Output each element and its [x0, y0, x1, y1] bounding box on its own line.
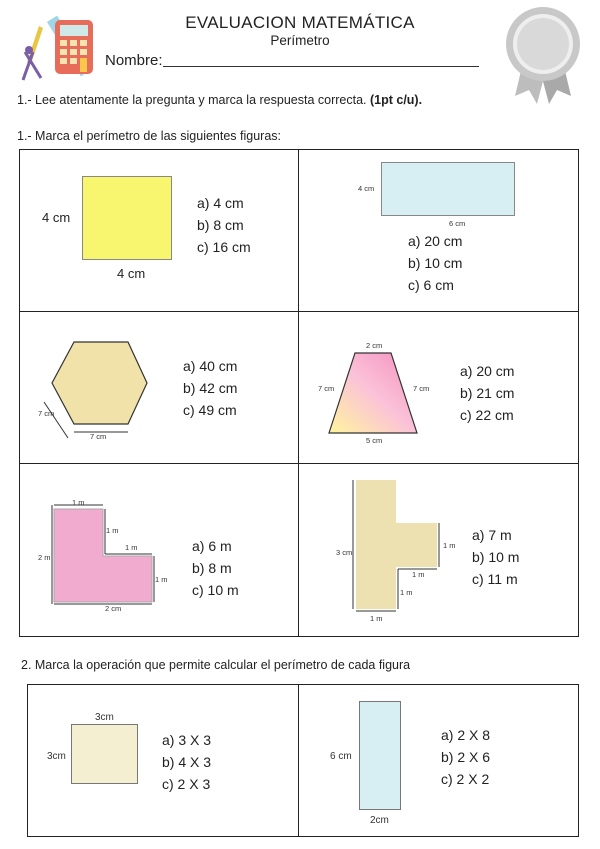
q3-side-label: 7 cm	[38, 409, 55, 418]
hexagon-shape	[30, 330, 160, 445]
s2q1-top-label: 3cm	[95, 712, 114, 723]
square-shape	[82, 176, 172, 260]
q2-option-c[interactable]: c) 6 cm	[408, 277, 454, 293]
q4-bottom-label: 5 cm	[366, 436, 383, 445]
q4-option-b[interactable]: b) 21 cm	[460, 385, 515, 401]
rectangle-shape	[359, 701, 401, 810]
s2q2-option-a[interactable]: a) 2 X 8	[441, 727, 491, 743]
q3-option-a[interactable]: a) 40 cm	[183, 358, 238, 374]
q4-option-a[interactable]: a) 20 cm	[460, 363, 515, 379]
q4-top-label: 2 cm	[366, 341, 383, 350]
q5-option-a[interactable]: a) 6 m	[192, 538, 232, 554]
q4-options	[460, 360, 514, 426]
q5-option-c[interactable]: c) 10 m	[192, 582, 239, 598]
q6-options	[472, 524, 519, 590]
q3-option-b[interactable]: b) 42 cm	[183, 380, 238, 396]
q5-option-b[interactable]: b) 8 m	[192, 560, 232, 576]
q4-right-label: 7 cm	[413, 384, 430, 393]
q6-arm-bottom-label: 1 m	[412, 570, 425, 579]
s2q1-option-a[interactable]: a) 3 X 3	[162, 732, 212, 748]
s2q2-option-c[interactable]: c) 2 X 2	[441, 771, 490, 787]
q6-stem-right-label: 1 m	[400, 588, 413, 597]
instruction-points: (1pt c/u).	[369, 93, 423, 107]
q5-left-label: 2 m	[38, 553, 51, 562]
page-subtitle: Perímetro	[270, 33, 330, 48]
q6-arm-right-label: 1 m	[443, 541, 456, 550]
section2-title: 2. Marca la operación que permite calcular el perímetro de cada figura	[21, 658, 411, 672]
q1-option-b[interactable]: b) 8 cm	[197, 217, 244, 233]
t-shape	[350, 476, 445, 616]
table-divider	[19, 463, 579, 464]
q6-bottom-label: 1 m	[370, 614, 383, 623]
name-field[interactable]	[163, 66, 479, 67]
name-label: Nombre:	[105, 52, 163, 69]
square-shape	[71, 724, 138, 784]
page-title: EVALUACION MATEMÁTICA	[185, 13, 415, 32]
instruction-text: 1.- Lee atentamente la pregunta y marca la respuesta correcta.	[17, 93, 367, 107]
q2-option-b[interactable]: b) 10 cm	[408, 255, 463, 271]
s2q2-left-label: 6 cm	[330, 751, 352, 762]
q5-inner-h-label: 1 m	[125, 543, 138, 552]
instruction	[17, 93, 422, 107]
q3-options	[183, 355, 237, 421]
q5-options	[192, 535, 239, 601]
q5-bottom-label: 2 cm	[105, 604, 122, 613]
q1-options	[197, 192, 251, 258]
s2q1-options	[162, 729, 211, 795]
q1-option-a[interactable]: a) 4 cm	[197, 195, 244, 211]
q2-bottom-label: 6 cm	[449, 219, 466, 228]
trapezoid-shape	[325, 348, 421, 438]
q3-bottom-label: 7 cm	[90, 432, 107, 441]
table-divider	[298, 149, 299, 637]
s2q2-option-b[interactable]: b) 2 X 6	[441, 749, 491, 765]
table-divider	[19, 311, 579, 312]
l-shape	[48, 503, 158, 605]
s2q1-option-b[interactable]: b) 4 X 3	[162, 754, 212, 770]
s2q1-option-c[interactable]: c) 2 X 3	[162, 776, 211, 792]
s2q2-bottom-label: 2cm	[370, 815, 389, 826]
q4-left-label: 7 cm	[318, 384, 335, 393]
q4-option-c[interactable]: c) 22 cm	[460, 407, 514, 423]
q5-top-label: 1 m	[72, 498, 85, 507]
q1-side-label: 4 cm	[42, 210, 71, 225]
s2q1-left-label: 3cm	[47, 751, 66, 762]
q6-left-label: 3 cm	[336, 548, 353, 557]
q5-right-label: 1 m	[155, 575, 168, 584]
q5-inner-v-label: 1 m	[106, 526, 119, 535]
s2q2-options	[441, 724, 490, 790]
q2-side-label: 4 cm	[358, 184, 375, 193]
q2-option-a[interactable]: a) 20 cm	[408, 233, 463, 249]
q6-option-b[interactable]: b) 10 m	[472, 549, 520, 565]
section1-title: 1.- Marca el perímetro de las siguientes figuras:	[17, 129, 282, 143]
q1-bottom-label: 4 cm	[117, 266, 146, 281]
q6-option-c[interactable]: c) 11 m	[472, 571, 518, 587]
q6-option-a[interactable]: a) 7 m	[472, 527, 512, 543]
q1-option-c[interactable]: c) 16 cm	[197, 239, 251, 255]
table-divider	[298, 684, 299, 837]
q2-options	[408, 230, 462, 296]
q3-option-c[interactable]: c) 49 cm	[183, 402, 237, 418]
rectangle-shape	[381, 162, 515, 216]
